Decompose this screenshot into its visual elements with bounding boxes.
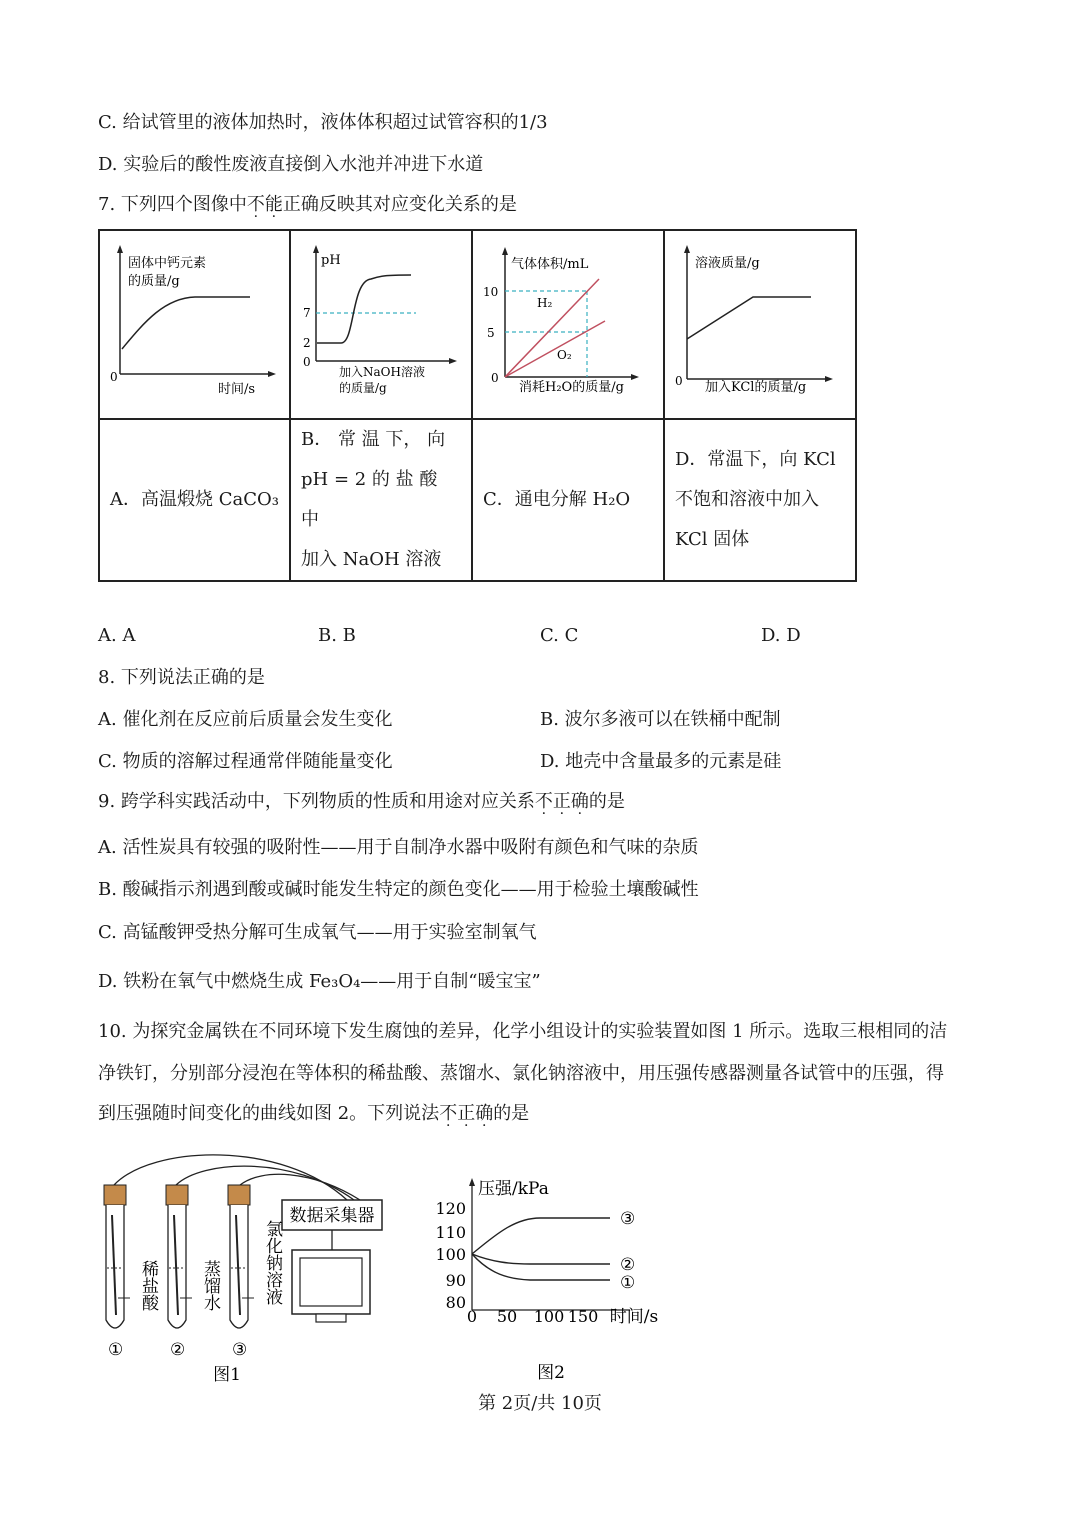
q7-stem bbox=[98, 193, 517, 217]
svg-text:③: ③ bbox=[620, 1209, 636, 1229]
q9-option-d: D. 铁粉在氧气中燃烧生成 Fe₃O₄——用于自制“暖宝宝” bbox=[98, 971, 541, 992]
graph-a bbox=[100, 231, 289, 414]
svg-text:加入KCl的质量/g: 加入KCl的质量/g bbox=[705, 380, 807, 395]
q7-emphasis: 能 bbox=[264, 194, 283, 215]
q10-emphasis: 正 bbox=[457, 1103, 476, 1124]
q10-stem-text: 的是 bbox=[493, 1103, 530, 1124]
svg-text:pH: pH bbox=[321, 253, 341, 268]
svg-text:H₂: H₂ bbox=[537, 296, 553, 310]
figure-1-apparatus bbox=[92, 1140, 412, 1390]
svg-text:数据采集器: 数据采集器 bbox=[289, 1206, 375, 1226]
cell-d-line: KCl 固体 bbox=[675, 529, 750, 550]
cell-d-line: D．常温下，向 KCl bbox=[675, 449, 836, 470]
svg-text:10: 10 bbox=[483, 285, 499, 299]
graph-a-cell bbox=[99, 230, 290, 419]
q6-option-c: C. 给试管里的液体加热时，液体体积超过试管容积的1/3 bbox=[98, 112, 548, 133]
q6-option-d: D. 实验后的酸性废液直接倒入水池并冲进下水道 bbox=[98, 154, 484, 175]
curve-1 bbox=[472, 1254, 610, 1280]
svg-text:110: 110 bbox=[435, 1223, 466, 1242]
q7-choice-a: A. A bbox=[98, 625, 136, 646]
cell-d-line: 不饱和溶液中加入 bbox=[675, 489, 819, 510]
q9-emphasis: 不 bbox=[534, 791, 553, 812]
svg-text:压强/kPa: 压强/kPa bbox=[478, 1179, 549, 1199]
svg-text:①: ① bbox=[108, 1340, 124, 1360]
q9-emphasis: 正 bbox=[552, 791, 571, 812]
svg-text:7: 7 bbox=[303, 306, 311, 320]
svg-text:①: ① bbox=[620, 1273, 636, 1293]
svg-text:消耗H₂O的质量/g: 消耗H₂O的质量/g bbox=[519, 380, 624, 395]
q8-option-a: A. 催化剂在反应前后质量会发生变化 bbox=[98, 709, 393, 730]
svg-text:固体中钙元素: 固体中钙元素 bbox=[128, 256, 207, 271]
q7-emphasis: 不 bbox=[246, 194, 265, 215]
svg-text:的质量/g: 的质量/g bbox=[339, 381, 387, 395]
cell-b-line: 加入 NaOH 溶液 bbox=[301, 549, 442, 570]
q10-stem-text: 到压强随时间变化的曲线如图 2。下列说法 bbox=[98, 1103, 440, 1124]
graph-d bbox=[665, 231, 855, 414]
svg-text:时间/s: 时间/s bbox=[218, 382, 256, 397]
q9-option-b: B. 酸碱指示剂遇到酸或碱时能发生特定的颜色变化——用于检验土壤酸碱性 bbox=[98, 879, 699, 900]
q7-choice-c: C. C bbox=[540, 625, 579, 646]
q7-stem-text: 7. 下列四个图像中 bbox=[98, 194, 247, 215]
q8-option-c: C. 物质的溶解过程通常伴随能量变化 bbox=[98, 751, 393, 772]
q9-stem-text: 9. 跨学科实践活动中，下列物质的性质和用途对应关系 bbox=[98, 791, 535, 812]
cell-b-line: B． 常 温 下， 向 bbox=[301, 429, 446, 450]
svg-text:时间/s: 时间/s bbox=[609, 1307, 659, 1327]
q7-table bbox=[98, 229, 857, 582]
pressure-curves bbox=[472, 1218, 610, 1280]
q9-option-c: C. 高锰酸钾受热分解可生成氧气——用于实验室制氧气 bbox=[98, 922, 537, 943]
test-tube-1 bbox=[104, 1185, 130, 1360]
page-footer: 第 2页/共 10页 bbox=[478, 1393, 602, 1414]
tube1-label: 稀盐酸 bbox=[138, 1260, 158, 1311]
svg-text:80: 80 bbox=[445, 1293, 466, 1312]
q9-stem bbox=[98, 790, 625, 814]
svg-text:0: 0 bbox=[110, 370, 118, 384]
graph-c bbox=[473, 231, 663, 414]
svg-text:气体体积/mL: 气体体积/mL bbox=[511, 257, 589, 272]
cell-a: A．高温煅烧 CaCO₃ bbox=[99, 419, 290, 581]
cell-b bbox=[290, 419, 472, 581]
svg-text:0: 0 bbox=[466, 1307, 478, 1326]
figure-2-chart bbox=[430, 1172, 670, 1392]
svg-text:5: 5 bbox=[487, 326, 495, 340]
figure-1-caption: 图1 bbox=[213, 1365, 241, 1385]
q8-option-d: D. 地壳中含量最多的元素是硅 bbox=[540, 751, 782, 772]
q10-emphasis: 不 bbox=[439, 1103, 458, 1124]
svg-text:100: 100 bbox=[533, 1307, 565, 1326]
svg-text:90: 90 bbox=[445, 1271, 466, 1290]
tube2-label: 蒸馏水 bbox=[200, 1260, 220, 1311]
cell-d bbox=[664, 419, 856, 581]
svg-text:②: ② bbox=[620, 1255, 636, 1275]
svg-text:②: ② bbox=[170, 1340, 186, 1360]
svg-text:100: 100 bbox=[435, 1245, 466, 1264]
q10-line-2: 净铁钉，分别部分浸泡在等体积的稀盐酸、蒸馏水、氯化钠溶液中，用压强传感器测量各试管中的压强，得 bbox=[98, 1063, 944, 1084]
q10-line-1: 10. 为探究金属铁在不同环境下发生腐蚀的差异，化学小组设计的实验装置如图 1 所示。选取三根相同的洁 bbox=[98, 1021, 948, 1042]
q8-option-b: B. 波尔多液可以在铁桶中配制 bbox=[540, 709, 781, 730]
svg-text:2: 2 bbox=[303, 336, 311, 350]
q10-line-3 bbox=[98, 1102, 529, 1126]
graph-b bbox=[291, 231, 471, 414]
cell-b-line: pH = 2 的 盐 酸 中 bbox=[301, 469, 438, 530]
curve-3 bbox=[472, 1218, 610, 1254]
q9-option-a: A. 活性炭具有较强的吸附性——用于自制净水器中吸附有颜色和气味的杂质 bbox=[98, 837, 699, 858]
q7-choice-d: D. D bbox=[761, 625, 801, 646]
svg-text:0: 0 bbox=[675, 374, 683, 388]
svg-text:的质量/g: 的质量/g bbox=[128, 274, 180, 289]
tube3-label: 氯化钠溶液 bbox=[262, 1220, 282, 1305]
q7-choice-b: B. B bbox=[318, 625, 356, 646]
q9-emphasis: 确 bbox=[570, 791, 589, 812]
curve-2 bbox=[472, 1254, 610, 1264]
graph-c-cell bbox=[472, 230, 664, 419]
graph-d-cell bbox=[664, 230, 856, 419]
svg-text:溶液质量/g: 溶液质量/g bbox=[695, 256, 760, 271]
svg-text:0: 0 bbox=[303, 355, 311, 369]
svg-text:加入NaOH溶液: 加入NaOH溶液 bbox=[339, 365, 425, 379]
q10-emphasis: 确 bbox=[475, 1103, 494, 1124]
svg-text:O₂: O₂ bbox=[557, 348, 572, 362]
test-tube-2 bbox=[166, 1185, 192, 1360]
cell-c: C．通电分解 H₂O bbox=[472, 419, 664, 581]
svg-text:120: 120 bbox=[435, 1199, 466, 1218]
q9-stem-text: 的是 bbox=[588, 791, 625, 812]
graph-b-cell bbox=[290, 230, 472, 419]
q7-stem-text: 正确反映其对应变化关系的是 bbox=[282, 194, 517, 215]
test-tube-3 bbox=[228, 1185, 254, 1360]
svg-text:③: ③ bbox=[232, 1340, 248, 1360]
q8-stem: 8. 下列说法正确的是 bbox=[98, 667, 265, 688]
svg-text:0: 0 bbox=[491, 371, 499, 385]
svg-text:50: 50 bbox=[496, 1307, 518, 1326]
svg-text:150: 150 bbox=[567, 1307, 599, 1326]
figure-2-caption: 图2 bbox=[537, 1363, 565, 1383]
